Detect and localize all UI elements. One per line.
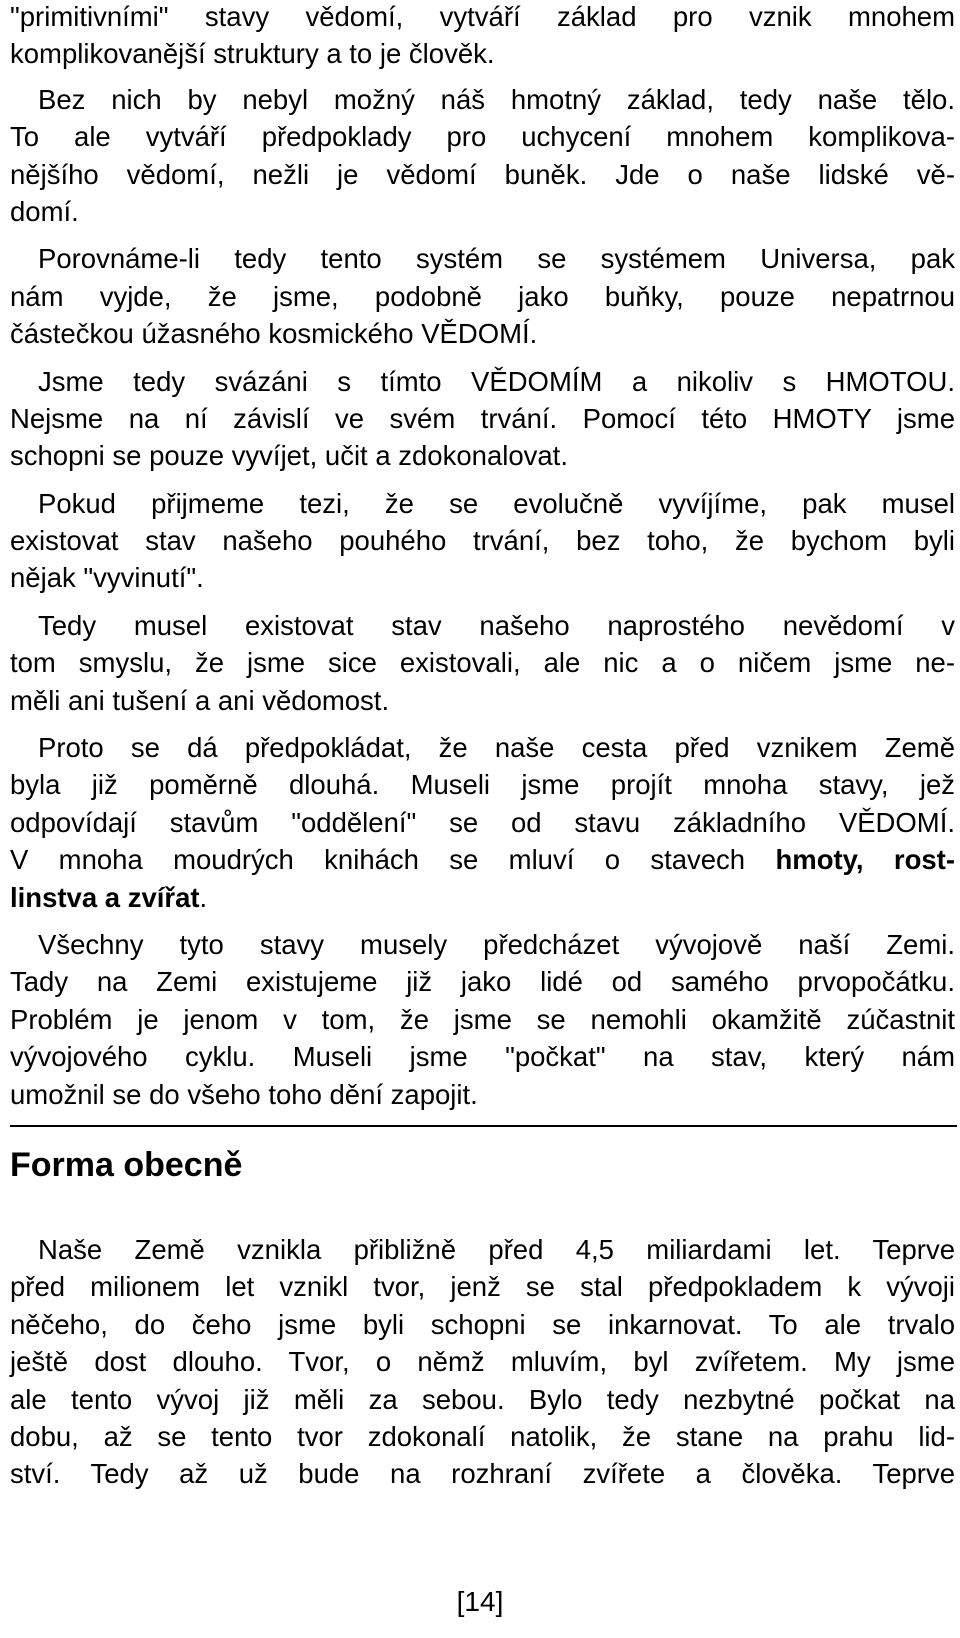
text-line: Tady na Zemi existujeme již jako lidé od samého prvopočátku. [10,966,955,998]
text-line: komplikovanější struktury a to je člověk. [10,38,495,70]
paragraph [10,926,955,1113]
text-line: Porovnáme-li tedy tento systém se systémem Universa, pak [38,243,955,275]
text-line: "primitivními" stavy vědomí, vytváří základ pro vznik mnohem [10,1,955,32]
paragraph [10,729,955,916]
text-line: Naše Země vznikla přibližně před 4,5 miliardami let. Teprve [38,1233,955,1265]
text-line: domí. [10,195,79,227]
text-line: To ale vytváří předpoklady pro uchycení mnohem komplikova- [10,121,955,153]
text-line: odpovídají stavům "oddělení" se od stavu základního VĚDOMÍ. [10,806,955,838]
paragraph [10,240,955,352]
text-line: Tedy musel existovat stav našeho naprostého nevědomí v [38,609,955,641]
paragraph [10,81,955,231]
text-line: částečkou úžasného kosmického VĚDOMÍ. [10,318,538,350]
text-line: dobu, až se tento tvor zdokonalí natolik, že stane na prahu lid- [10,1420,955,1452]
text-line: Pokud přijmeme tezi, že se evolučně vyvíjíme, pak musel [38,487,955,519]
text-line: tom smyslu, že jsme sice existovali, ale nic a o ničem jsme ne- [10,647,955,679]
text-line: nějak "vyvinutí". [10,562,204,594]
paragraph [10,0,955,73]
paragraph [10,363,955,475]
section-heading: Forma obecně [10,1145,243,1184]
text-line: Nejsme na ní závislí ve svém trvání. Pomocí této HMOTY jsme [10,402,955,434]
text-line: schopni se pouze vyvíjet, učit a zdokonalovat. [10,440,568,472]
text-line: umožnil se do všeho toho dění zapojit. [10,1078,478,1110]
text-line: ale tento vývoj již měli za sebou. Bylo tedy nezbytné počkat na [10,1383,955,1415]
paragraph [10,1231,955,1493]
text-line [10,841,955,878]
text-line: vývojového cyklu. Museli jsme "počkat" na stav, který nám [10,1041,955,1073]
bold-text: hmoty, rost- [775,844,955,876]
document-page [10,0,955,1493]
text-line: ství. Tedy až už bude na rozhraní zvířete a člověka. Teprve [10,1458,955,1490]
text-line [10,879,955,916]
text-line: Všechny tyto stavy musely předcházet vývojově naší Zemi. [38,928,955,960]
text-line: Jsme tedy svázáni s tímto VĚDOMÍM a nikoliv s HMOTOU. [38,365,955,397]
text-line: byla již poměrně dlouhá. Museli jsme projít mnoha stavy, jež [10,769,955,801]
text-line: Bez nich by nebyl možný náš hmotný základ, tedy naše tělo. [38,83,955,115]
text-line: měli ani tušení a ani vědomost. [10,684,390,716]
text-segment: . [199,881,208,913]
paragraph [10,485,955,597]
text-line: Problém je jenom v tom, že jsme se nemohli okamžitě zúčastnit [10,1003,955,1035]
text-line: ještě dost dlouho. Tvor, o němž mluvím, byl zvířetem. My jsme [10,1346,955,1378]
text-line: před milionem let vznikl tvor, jenž se stal předpokladem k vývoji [10,1271,955,1303]
paragraph [10,607,955,719]
text-line: nějšího vědomí, nežli je vědomí buněk. Jde o naše lidské vě- [10,158,955,190]
text-segment: V mnoha moudrých knihách se mluví o stavech [10,844,776,876]
page-number: [14] [456,1586,504,1617]
bold-text: linstva a zvířat [10,881,200,913]
text-line: existovat stav našeho pouhého trvání, bez toho, že bychom byli [10,525,955,557]
text-line: něčeho, do čeho jsme byli schopni se inkarnovat. To ale trvalo [10,1308,955,1340]
text-line: Proto se dá předpokládat, že naše cesta před vznikem Země [38,732,955,764]
text-line: nám vyjde, že jsme, podobně jako buňky, pouze nepatrnou [10,280,955,312]
